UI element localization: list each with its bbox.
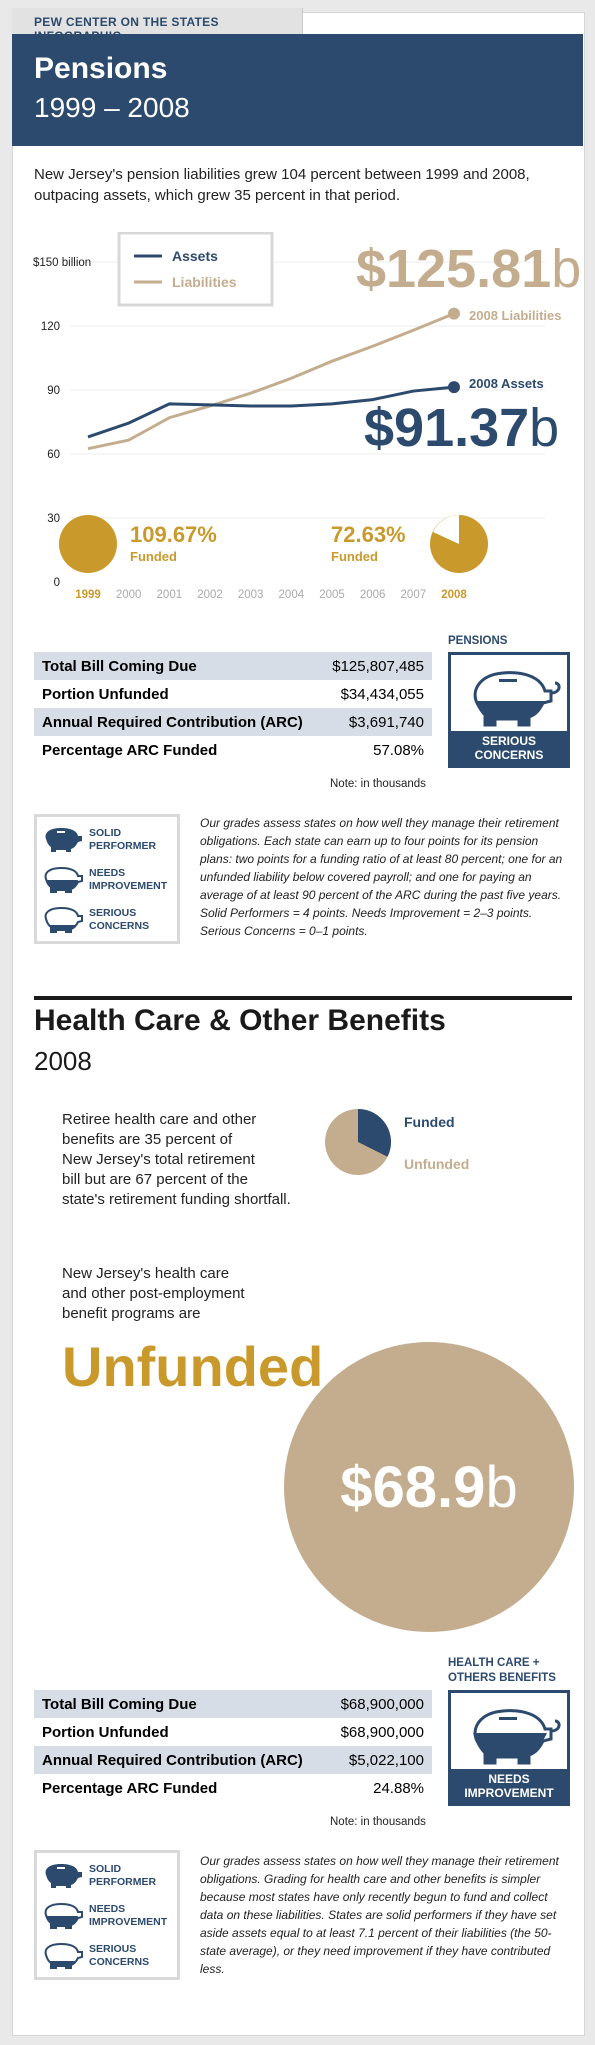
assets-2008-value: $91.37b bbox=[364, 398, 560, 458]
grade-legend bbox=[34, 1850, 180, 1980]
piggy-needs-icon bbox=[43, 1901, 85, 1929]
piggy-solid-icon bbox=[43, 825, 85, 853]
health-section-title: Health Care & Other Benefits bbox=[34, 1004, 446, 1037]
x-tick-label: 2002 bbox=[197, 589, 223, 601]
legend-solid-performer: SOLID PERFORMER bbox=[43, 825, 173, 855]
health-note: Note: in thousands bbox=[330, 1816, 426, 1828]
pension-grade-badge bbox=[448, 652, 570, 768]
funded-1999-value: 109.67% bbox=[130, 522, 217, 547]
x-tick-label: 2001 bbox=[156, 589, 183, 601]
y-tick-label: 120 bbox=[40, 321, 60, 333]
pension-grade-heading: PENSIONS bbox=[448, 635, 508, 647]
health-opeb-text: New Jersey's health care and other post-employment benefit programs are bbox=[62, 1265, 245, 1322]
legend-liabilities-label: Liabilities bbox=[172, 274, 237, 290]
piggy-solid-icon bbox=[43, 1861, 85, 1889]
grade-legend bbox=[34, 814, 180, 944]
section-divider bbox=[34, 996, 572, 1000]
legend-serious-concerns: SERIOUS CONCERNS bbox=[43, 1941, 173, 1971]
data-point-assets bbox=[448, 381, 460, 393]
piggy-needs-icon bbox=[43, 865, 85, 893]
table-row: Annual Required Contribution (ARC) $5,022,100 bbox=[34, 1746, 432, 1774]
piggy-bank-icon bbox=[451, 1693, 567, 1767]
health-grade-badge bbox=[448, 1690, 570, 1806]
health-grading-explanation: Our grades assess states on how well they manage their retirement obligations. Grading for health care and other benefits is simpler because most states have only recently begun to fund and collect data on these liabilities. States are solid performers if they have set aside assets equal to at least 7.1 percent of their liabilities (the 50-state average), or they need improvement if they have contributed less. bbox=[200, 1854, 559, 1976]
x-tick-label: 2007 bbox=[400, 589, 427, 601]
funded-2008-value: 72.63% bbox=[331, 522, 406, 547]
x-tick-label: 2006 bbox=[359, 589, 386, 601]
unfunded-amount-circle bbox=[284, 1342, 574, 1632]
pension-grading-explanation: Our grades assess states on how well they manage their retirement obligations. Each state can earn up to four points for its pension plans: two points for a funding ratio of at least 80 percent; one for an unfunded liability below covered payroll; and one for paying an average of at least 90 percent of the ARC during the past five years. Solid Performers = 4 points. Needs Improvement = 2–3 points. Serious Concerns = 0–1 points. bbox=[200, 816, 563, 938]
table-row: Total Bill Coming Due $68,900,000 bbox=[34, 1690, 432, 1718]
liabilities-2008-value: $125.81b bbox=[356, 239, 582, 299]
y-tick-label: 30 bbox=[47, 513, 60, 525]
pension-intro: New Jersey's pension liabilities grew 104 percent between 1999 and 2008, outpacing assets, which grew 35 percent in that period. bbox=[34, 166, 530, 204]
health-section-year: 2008 bbox=[34, 1046, 92, 1076]
title-banner bbox=[12, 34, 583, 146]
y-tick-label: 90 bbox=[47, 385, 60, 397]
table-row: Portion Unfunded $68,900,000 bbox=[42, 1723, 424, 1741]
funded-2008-pie bbox=[430, 515, 488, 573]
pie-label-funded: Funded bbox=[404, 1114, 455, 1130]
piggy-serious-icon bbox=[43, 1941, 85, 1969]
publisher-tab bbox=[12, 8, 303, 43]
legend-solid-performer: SOLID PERFORMER bbox=[43, 1861, 173, 1891]
pension-note: Note: in thousands bbox=[330, 778, 426, 790]
publisher-label: PEW CENTER ON THE STATES INFOGRAPHIC bbox=[34, 15, 219, 43]
table-row: Annual Required Contribution (ARC) $3,691,740 bbox=[34, 708, 432, 736]
x-tick-label: 2005 bbox=[319, 589, 345, 601]
health-share-text: Retiree health care and other benefits are 35 percent of New Jersey's total retirement bill but are 67 percent of the state's retirement funding shortfall. bbox=[62, 1111, 291, 1208]
page-title: Pensions bbox=[34, 52, 168, 85]
x-tick-label: 2003 bbox=[237, 589, 264, 601]
pension-line-chart bbox=[0, 232, 595, 602]
assets-2008-callout: 2008 Assets bbox=[469, 376, 544, 391]
piggy-serious-icon bbox=[43, 905, 85, 933]
legend-box bbox=[119, 233, 272, 305]
legend-serious-concerns: SERIOUS CONCERNS bbox=[43, 905, 173, 935]
y-tick-label: $150 billion bbox=[33, 257, 92, 269]
pension-grade-label: SERIOUS CONCERNS bbox=[451, 731, 567, 765]
funded-1999-label: Funded bbox=[130, 549, 177, 564]
pie-label-unfunded: Unfunded bbox=[404, 1156, 470, 1172]
data-point-liabilities bbox=[448, 308, 460, 320]
legend-assets-label: Assets bbox=[172, 248, 218, 264]
health-stats-table bbox=[34, 1690, 432, 1802]
pension-stats-table bbox=[34, 652, 432, 764]
unfunded-headline: Unfunded bbox=[62, 1335, 324, 1398]
y-tick-label: 0 bbox=[53, 577, 60, 589]
funded-1999-pie bbox=[59, 515, 117, 573]
table-row: Total Bill Coming Due $125,807,485 bbox=[34, 652, 432, 680]
table-row: Percentage ARC Funded 57.08% bbox=[42, 741, 424, 759]
unfunded-amount-value: $68.9b bbox=[340, 1455, 518, 1520]
legend-needs-improvement: NEEDS IMPROVEMENT bbox=[43, 1901, 173, 1931]
table-row: Percentage ARC Funded 24.88% bbox=[42, 1779, 424, 1797]
x-tick-label: 2004 bbox=[278, 589, 305, 601]
chart-legend bbox=[119, 233, 272, 305]
x-tick-label: 2008 bbox=[441, 589, 467, 601]
legend-needs-improvement: NEEDS IMPROVEMENT bbox=[43, 865, 173, 895]
health-grade-label: NEEDS IMPROVEMENT bbox=[451, 1769, 567, 1803]
y-tick-label: 60 bbox=[47, 449, 60, 461]
page-subtitle: 1999 – 2008 bbox=[34, 92, 190, 123]
funded-2008-label: Funded bbox=[331, 549, 378, 564]
piggy-bank-icon bbox=[451, 655, 567, 729]
health-grade-heading: HEALTH CARE + OTHERS BENEFITS bbox=[448, 1657, 556, 1684]
liabilities-2008-callout: 2008 Liabilities bbox=[469, 308, 562, 323]
x-tick-label: 1999 bbox=[75, 589, 101, 601]
table-row: Portion Unfunded $34,434,055 bbox=[42, 685, 424, 703]
x-tick-label: 2000 bbox=[115, 589, 142, 601]
